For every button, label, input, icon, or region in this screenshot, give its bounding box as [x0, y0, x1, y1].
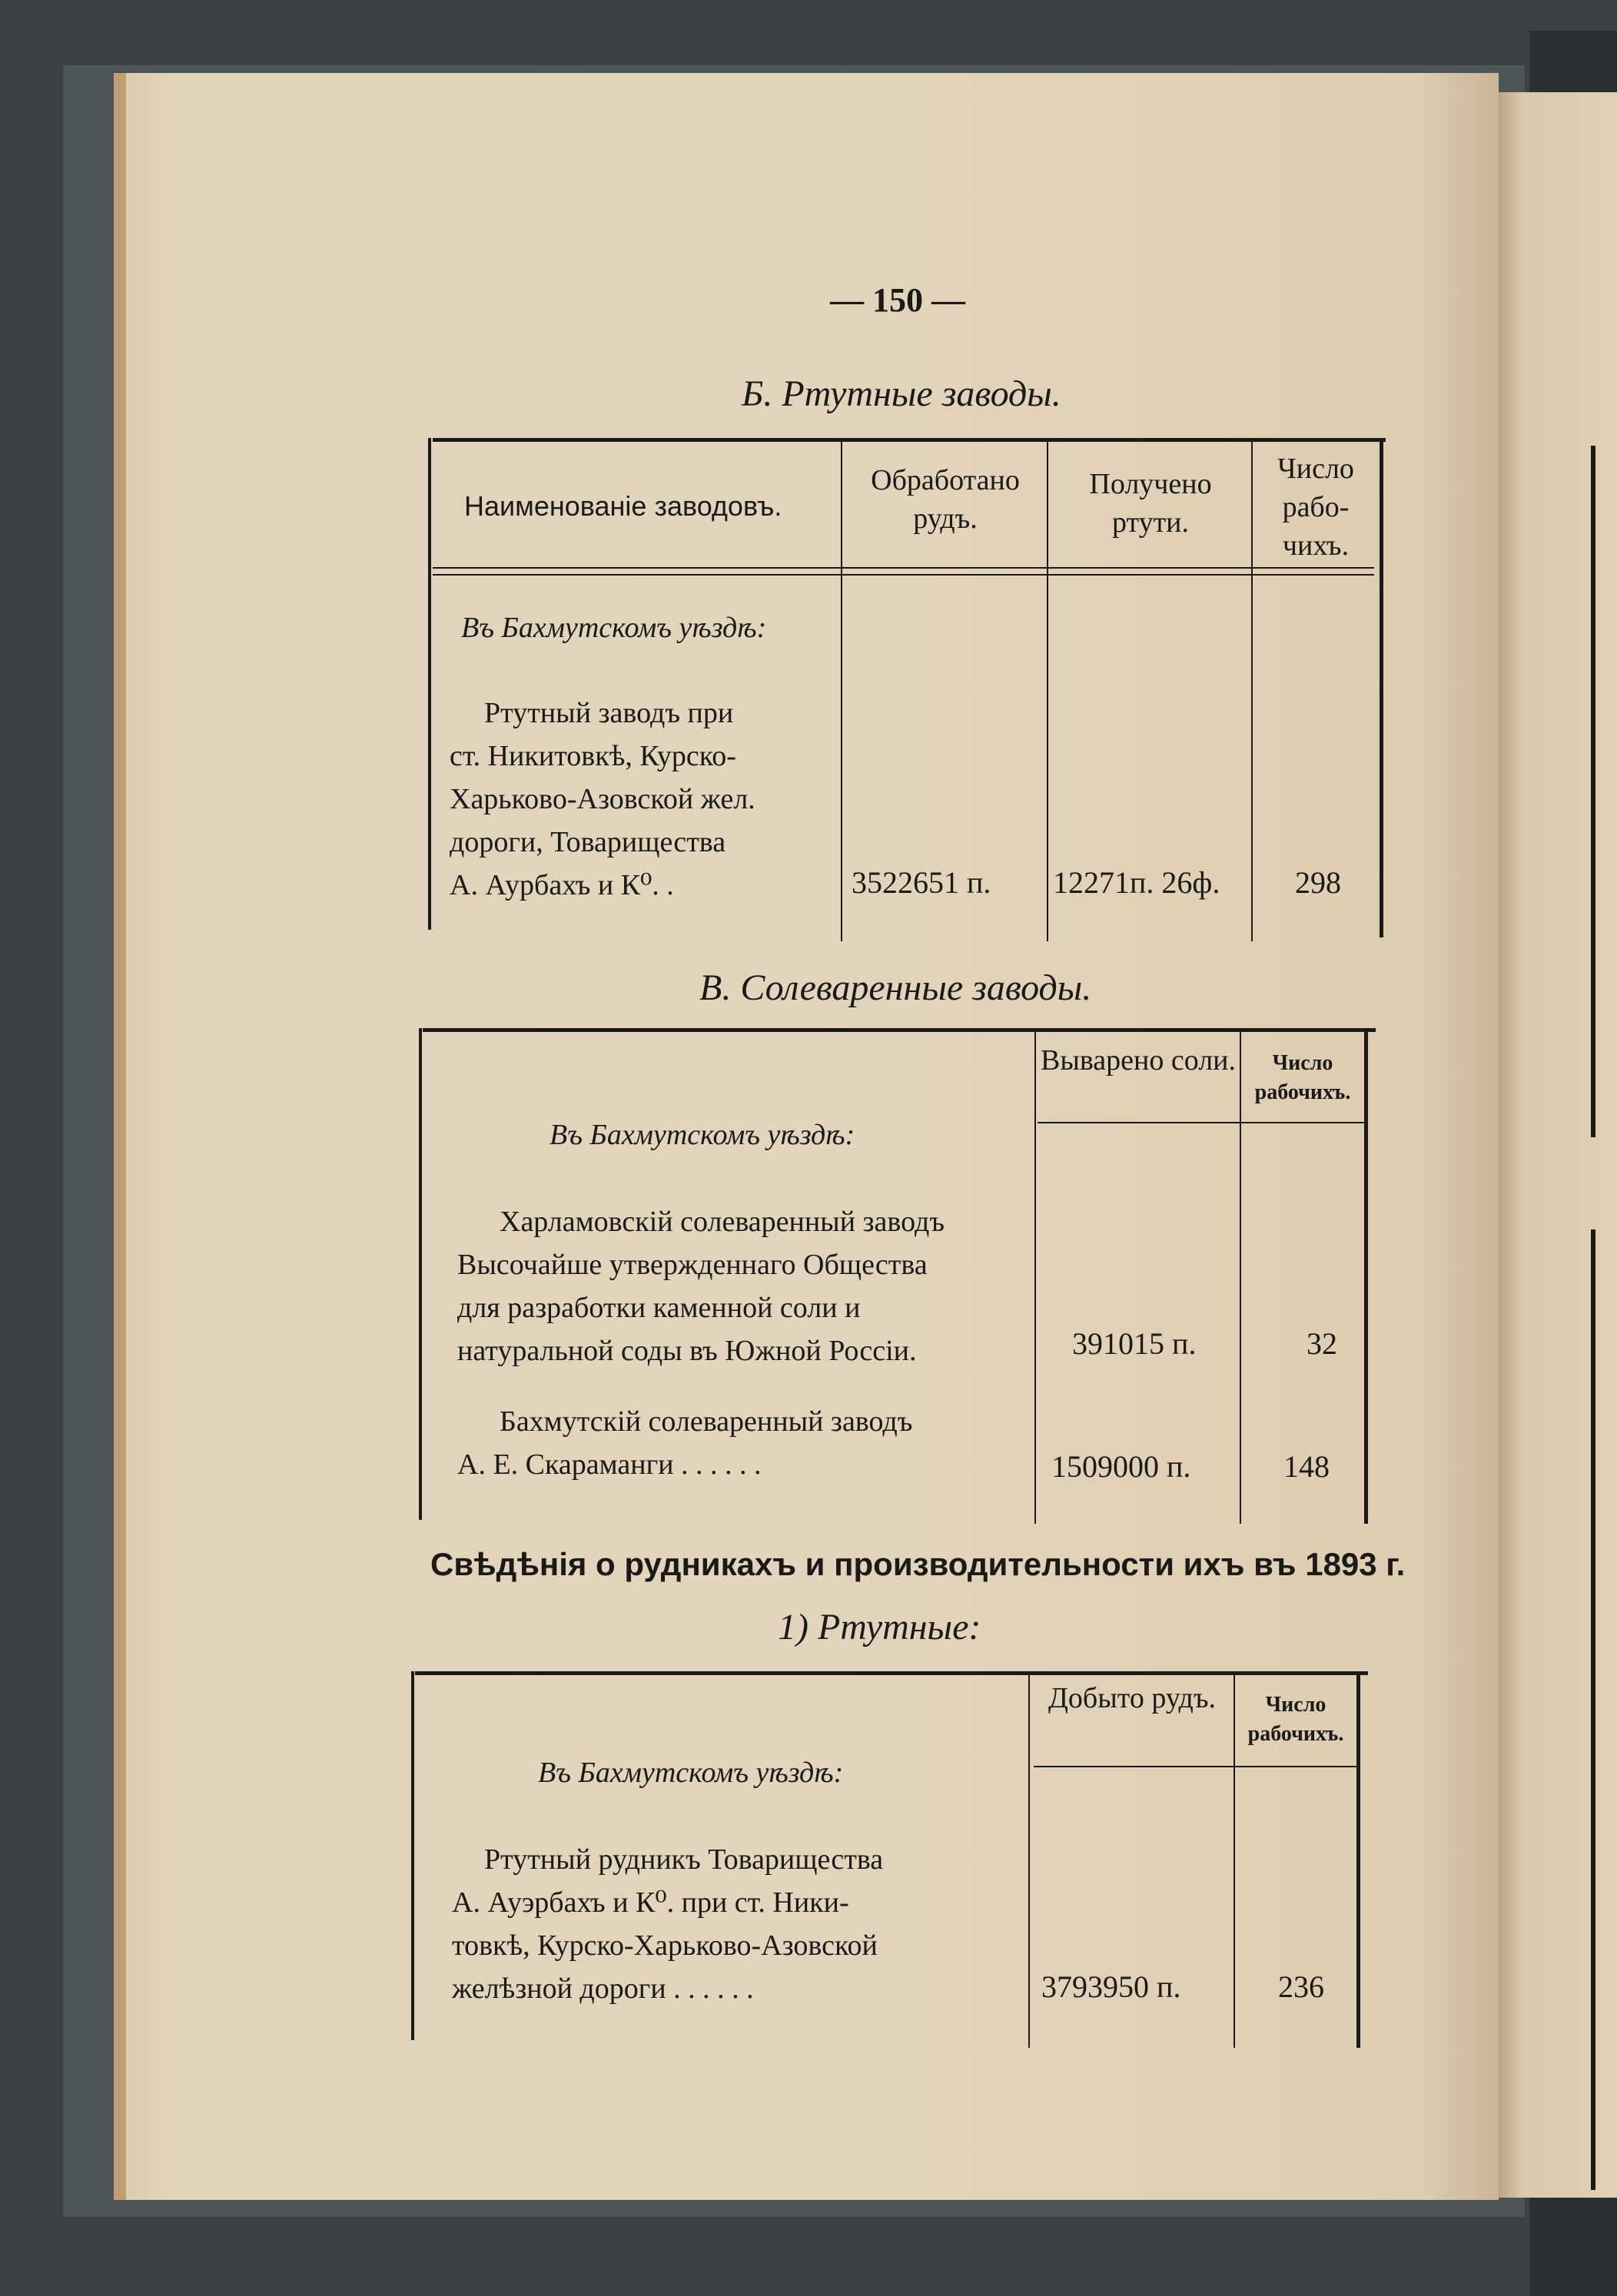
salt-plant-name-line: А. Е. Скараманги . . . . . . [457, 1448, 762, 1481]
mine-name-line: Ртутный рудникъ Товарищества [484, 1843, 884, 1876]
header-workers: Число рабо- чихъ. [1277, 453, 1354, 562]
mercury-obtained-value: 12271п. 26ф. [1053, 865, 1220, 900]
ore-processed-value: 3522651 п. [852, 865, 991, 900]
plant-name-line: А. Аурбахъ и К⁰. . [450, 869, 674, 901]
salt-plant-name-line: Бахмутскій солеваренный заводъ [500, 1405, 913, 1438]
salt-plant-name [457, 1400, 1018, 1486]
workers-value: 236 [1278, 1969, 1324, 2004]
workers-value: 298 [1295, 865, 1341, 900]
salt-plant-name-line: натуральной соды въ Южной Россіи. [457, 1335, 917, 1367]
header-salt-boiled: Выварено соли. [1040, 1044, 1237, 1077]
page-number: — 150 — [830, 281, 965, 319]
salt-boiled-value: 391015 п. [1072, 1326, 1197, 1361]
facing-page-rule [1591, 1229, 1595, 2190]
mine-name-line: желѣзной дороги . . . . . . [452, 1973, 754, 2005]
plant-name-line: Харьково-Азовской жел. [450, 783, 755, 815]
header-plant-name: Наименованіе заводовъ. [464, 490, 782, 522]
plant-name-line: дороги, Товарищества [450, 826, 726, 858]
workers-value: 148 [1283, 1449, 1330, 1484]
salt-plant-name-line: Высочайше утвержденнаго Общества [457, 1249, 928, 1281]
plant-name [450, 692, 818, 907]
uezd-label: Въ Бахмутскомъ уѣздѣ: [538, 1757, 844, 1789]
ore-mined-value: 3793950 п. [1041, 1969, 1181, 2004]
page-gutter [114, 73, 126, 2200]
header-ore-processed: Обработано рудъ. [871, 464, 1020, 535]
salt-plant-name-line: для разработки каменной соли и [457, 1292, 861, 1324]
facing-page-edge [1499, 92, 1617, 2198]
section-title-mercury-plants: Б. Ртутные заводы. [742, 373, 1061, 414]
salt-boiled-value: 1509000 п. [1051, 1449, 1191, 1484]
mine-name-line: товкѣ, Курско-Харьково-Азовской [452, 1929, 878, 1962]
header-workers: Число рабочихъ. [1254, 1051, 1351, 1104]
header-ore-mined: Добыто рудъ. [1048, 1682, 1216, 1714]
uezd-label: Въ Бахмутскомъ уѣздѣ: [550, 1119, 855, 1151]
salt-plant-name-line: Харламовскій солеваренный заводъ [500, 1206, 945, 1238]
salt-plant-name [457, 1200, 1018, 1372]
mines-heading: Свѣдѣнія о рудникахъ и производительности ихъ въ 1893 г. [430, 1546, 1406, 1582]
plant-name-line: Ртутный заводъ при [484, 697, 734, 729]
mine-name-line: А. Ауэрбахъ и К⁰. при ст. Ники- [452, 1886, 849, 1919]
header-workers: Число рабочихъ. [1247, 1693, 1344, 1746]
mine-name [452, 1838, 1007, 2010]
plant-name-line: ст. Никитовкѣ, Курско- [450, 740, 736, 772]
header-mercury-obtained: Получено ртути. [1089, 468, 1212, 539]
uezd-label: Въ Бахмутскомъ уѣздѣ: [461, 612, 767, 644]
workers-value: 32 [1307, 1326, 1337, 1361]
facing-page-rule [1591, 446, 1595, 1137]
mines-subtitle: 1) Ртутные: [778, 1607, 981, 1647]
section-title-salt-plants: В. Солеваренные заводы. [699, 967, 1092, 1008]
